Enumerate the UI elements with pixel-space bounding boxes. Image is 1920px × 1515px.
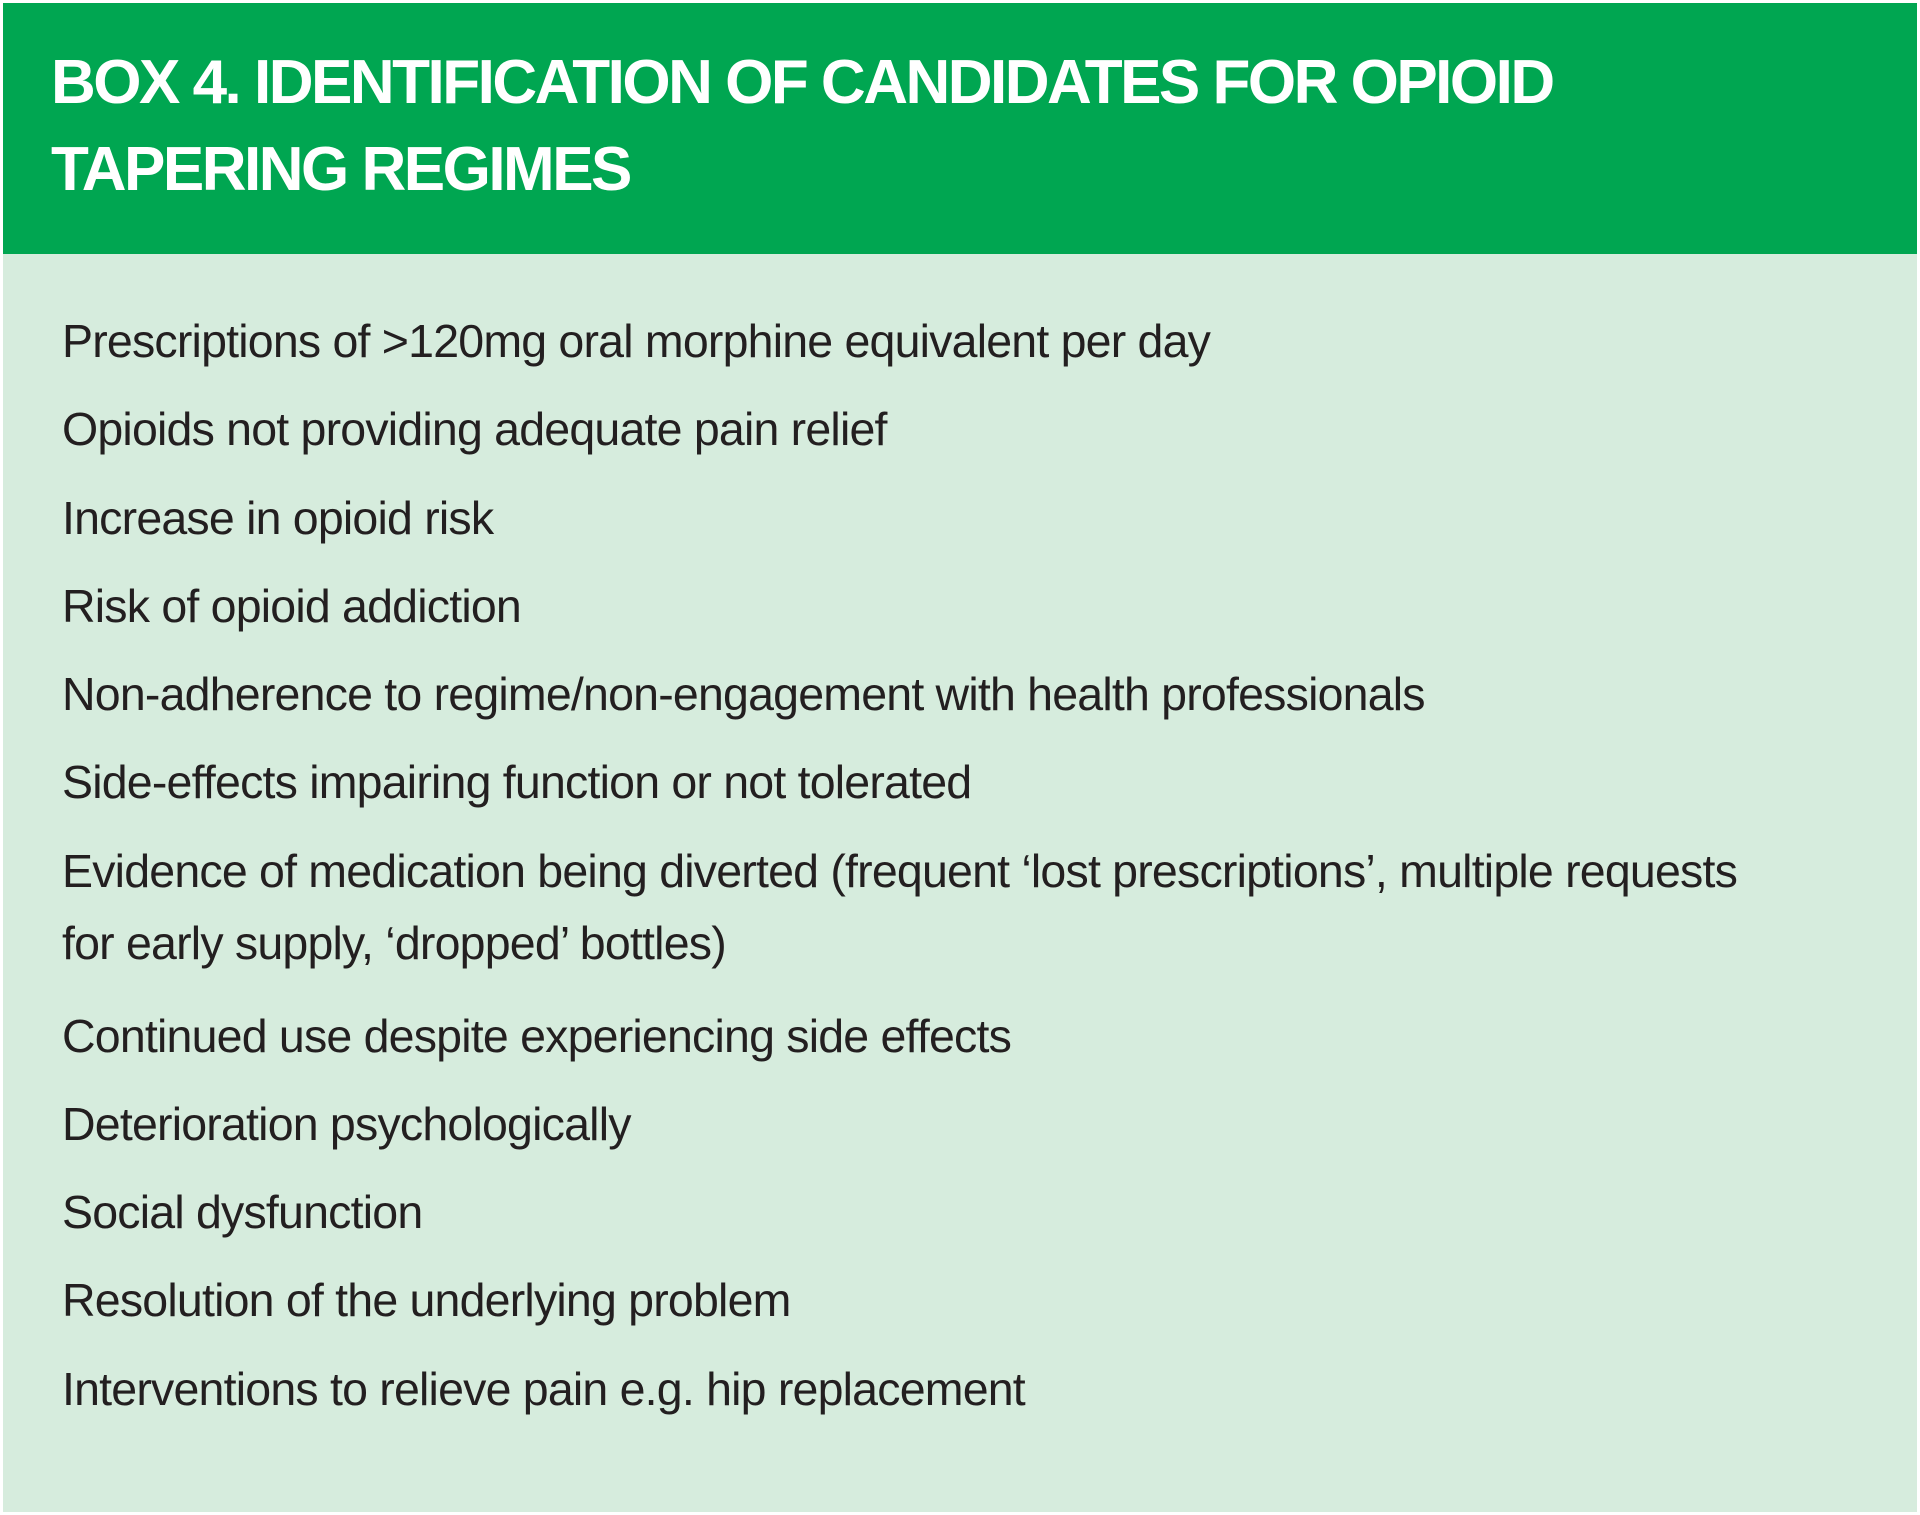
list-item: Deterioration psychologically [62,1098,631,1150]
list-item: Interventions to relieve pain e.g. hip replacement [62,1363,1025,1415]
list-item: Risk of opioid addiction [62,580,521,632]
list-item: Non-adherence to regime/non-engagement with health professionals [62,668,1425,720]
list-item: Prescriptions of >120mg oral morphine equivalent per day [62,315,1211,367]
list-item: Evidence of medication being diverted (frequent ‘lost prescriptions’, multiple requests for early supply, ‘dropped’ bottles) [62,845,1738,969]
list-item: Resolution of the underlying problem [62,1274,791,1326]
list-item: Side-effects impairing function or not tolerated [62,756,972,808]
info-box [3,3,1917,1512]
box-title: BOX 4. IDENTIFICATION OF CANDIDATES FOR OPIOID TAPERING REGIMES [51,48,1553,204]
list-item: Continued use despite experiencing side effects [62,1010,1012,1062]
list-item: Increase in opioid risk [62,492,494,544]
list-item: Social dysfunction [62,1186,423,1238]
list-item: Opioids not providing adequate pain relief [62,403,887,455]
box-header [3,3,1917,254]
